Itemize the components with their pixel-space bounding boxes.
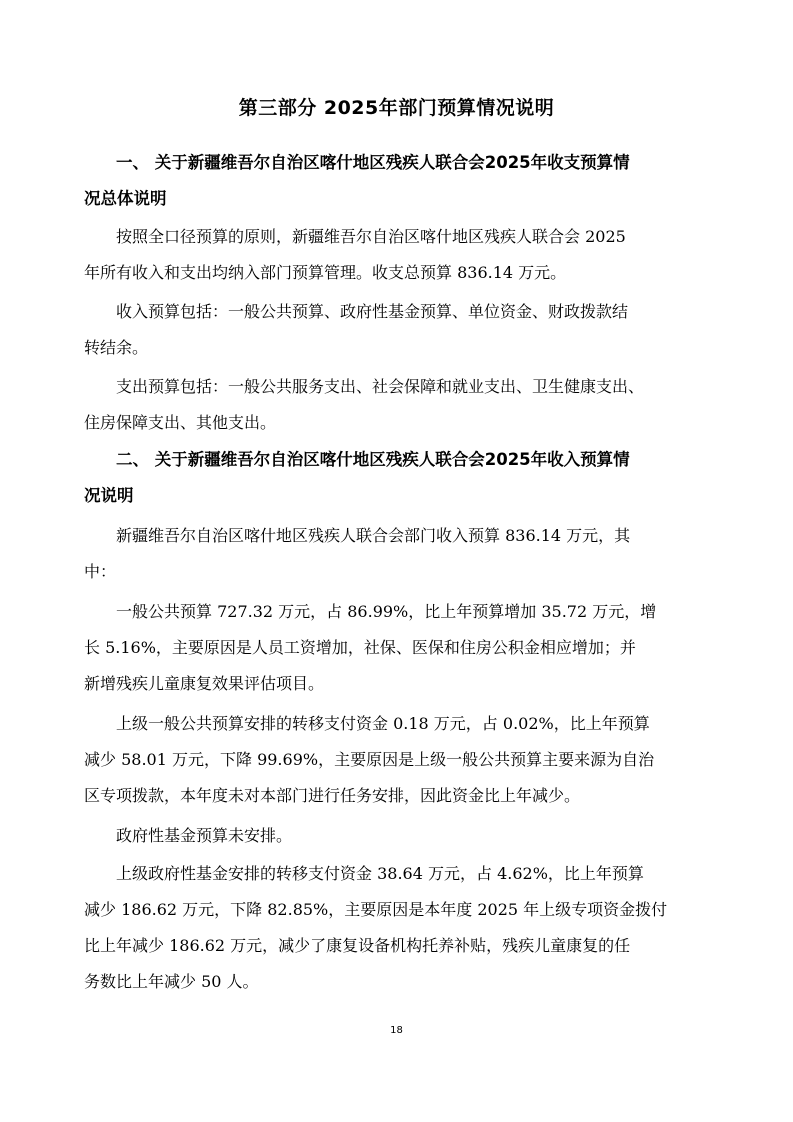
paragraph-line: 上级一般公共预算安排的转移支付资金 0.18 万元，占 0.02%，比上年预算 — [116, 714, 650, 733]
section-heading-1-cont: 况总体说明 — [84, 189, 167, 208]
paragraph-line: 年所有收入和支出均纳入部门预算管理。收支总预算 836.14 万元。 — [84, 263, 567, 282]
section-heading-2-line1: 二、 关于新疆维吾尔自治区喀什地区残疾人联合会2025年收入预算情 — [116, 450, 630, 469]
paragraph-line: 长 5.16%，主要原因是人员工资增加，社保、医保和住房公积金相应增加；并 — [84, 638, 636, 657]
paragraph-line: 比上年减少 186.62 万元，减少了康复设备机构托养补贴，残疾儿童康复的任 — [84, 936, 631, 955]
section-heading-2-cont: 况说明 — [84, 486, 134, 505]
page-title: 第三部分 2025年部门预算情况说明 — [238, 97, 555, 119]
paragraph-line: 上级政府性基金安排的转移支付资金 38.64 万元，占 4.62%，比上年预算 — [116, 864, 644, 883]
paragraph-line: 新增残疾儿童康复效果评估项目。 — [84, 674, 325, 693]
paragraph-line: 按照全口径预算的原则，新疆维吾尔自治区喀什地区残疾人联合会 2025 — [116, 227, 626, 246]
paragraph-line: 转结余。 — [84, 338, 149, 357]
section-heading-1 — [116, 145, 716, 181]
section-heading-1-line1: 一、 关于新疆维吾尔自治区喀什地区残疾人联合会2025年收支预算情 — [116, 153, 630, 172]
paragraph-line: 一般公共预算 727.32 万元，占 86.99%，比上年预算增加 35.72 万元，增 — [116, 602, 657, 621]
paragraph-line: 区专项拨款，本年度未对本部门进行任务安排，因此资金比上年减少。 — [84, 786, 581, 805]
paragraph-line: 住房保障支出、其他支出。 — [84, 413, 277, 432]
page-number: 18 — [390, 1025, 403, 1036]
paragraph-line: 政府性基金预算未安排。 — [116, 826, 293, 845]
paragraph-line: 减少 58.01 万元，下降 99.69%，主要原因是上级一般公共预算主要来源为自治 — [84, 750, 655, 769]
paragraph-line: 减少 186.62 万元，下降 82.85%，主要原因是本年度 2025 年上级专项资金拨付 — [84, 900, 668, 919]
section-heading-2 — [116, 442, 716, 478]
paragraph-line: 中： — [84, 562, 117, 581]
paragraph-line: 支出预算包括：一般公共服务支出、社会保障和就业支出、卫生健康支出、 — [116, 377, 645, 396]
paragraph-line: 新疆维吾尔自治区喀什地区残疾人联合会部门收入预算 836.14 万元，其 — [116, 526, 631, 545]
paragraph-line: 收入预算包括：一般公共预算、政府性基金预算、单位资金、财政拨款结 — [116, 302, 629, 321]
paragraph-line: 务数比上年减少 50 人。 — [84, 972, 259, 991]
